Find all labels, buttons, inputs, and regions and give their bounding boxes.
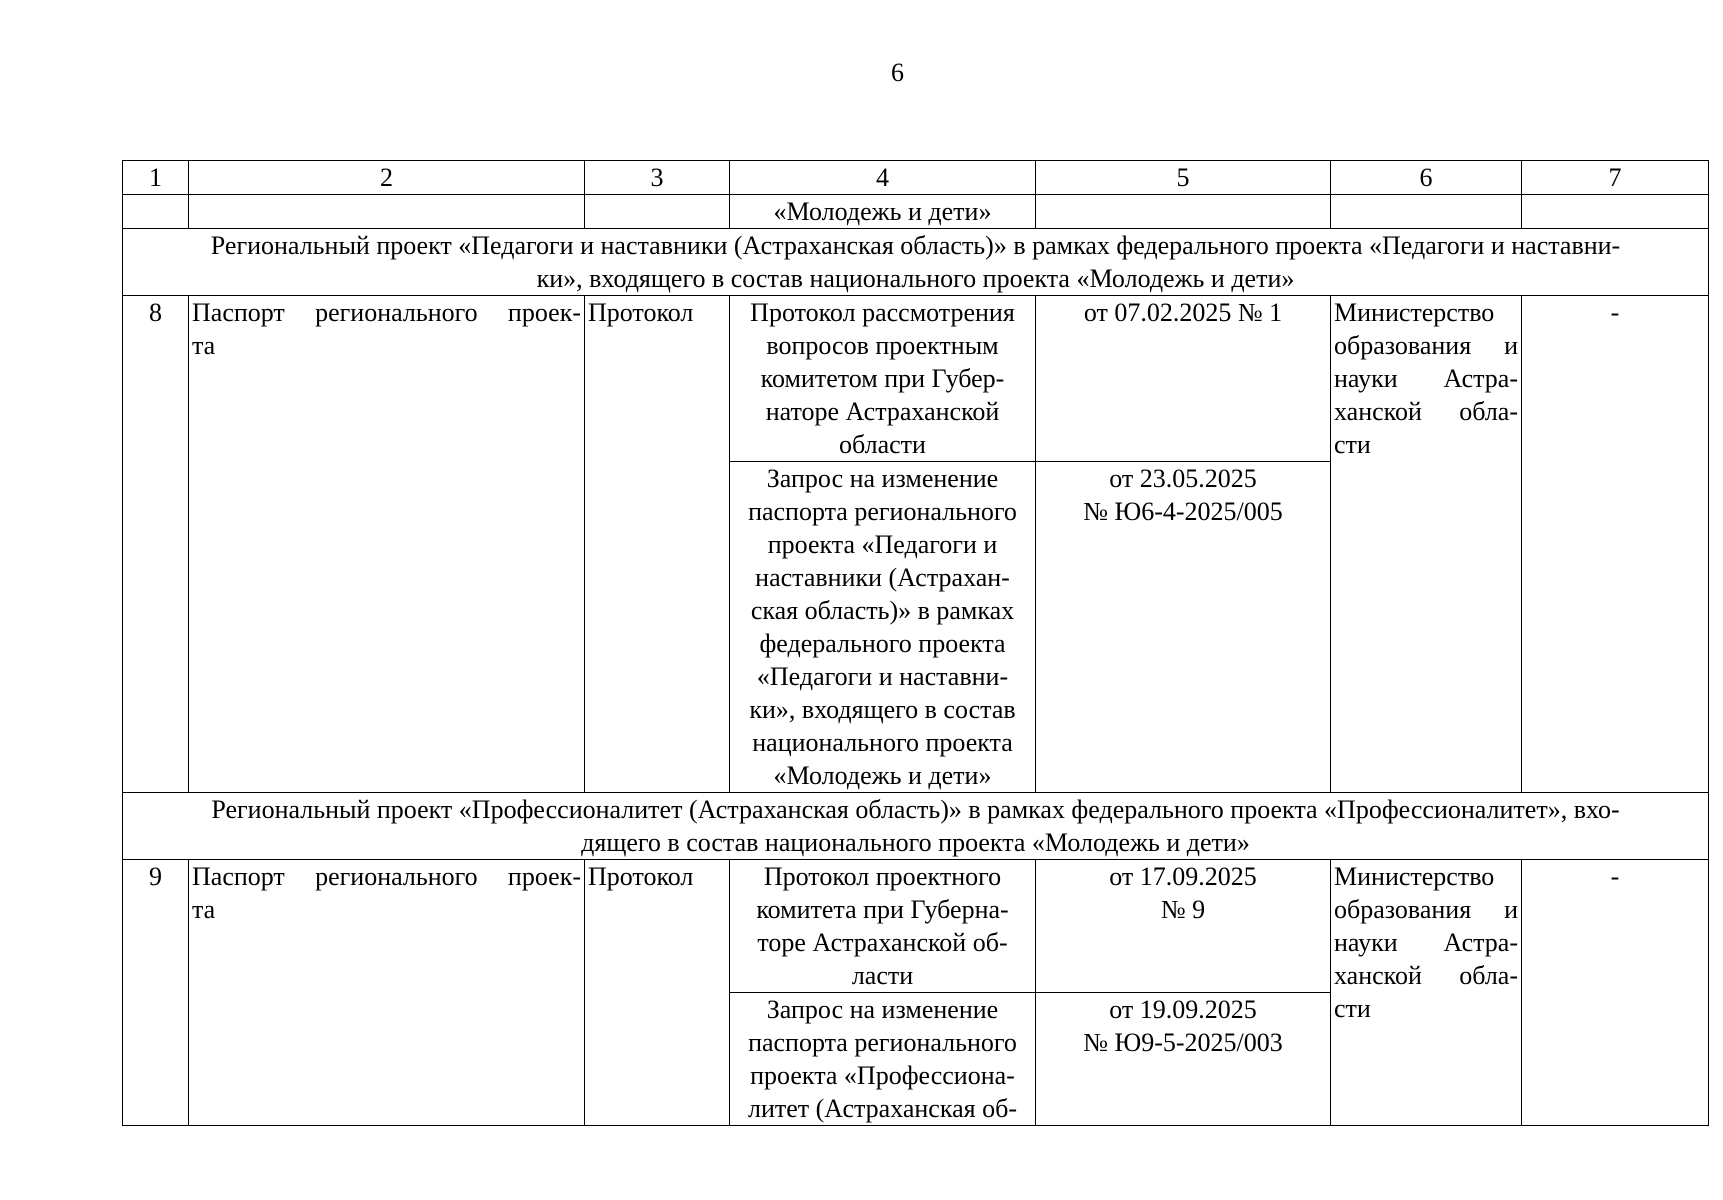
basis-line: комитетом при Губер- <box>760 364 1005 393</box>
date-line: от 23.05.2025 <box>1109 464 1257 493</box>
document-name-line: Паспорт регионального проек- <box>192 298 581 327</box>
basis-line: Запрос на изменение <box>766 464 999 493</box>
basis-document <box>730 462 1036 793</box>
basis-date <box>1036 296 1331 462</box>
org-line: сти <box>1334 994 1371 1023</box>
document-type: Протокол <box>585 860 730 1126</box>
date-line: № 9 <box>1160 895 1206 924</box>
document-name-line: та <box>192 895 216 924</box>
org-line: сти <box>1334 430 1371 459</box>
section-heading-line: Региональный проект «Педагоги и наставники (Астраханская область)» в рамках федерального проекта «Педагоги и наставни- <box>210 231 1621 260</box>
section-heading-row <box>123 229 1709 296</box>
basis-line: паспорта регионального <box>748 497 1017 526</box>
table-row <box>123 860 1709 993</box>
org-line: Министерство <box>1334 862 1495 891</box>
basis-line: национального проекта <box>752 728 1013 757</box>
column-number: 7 <box>1522 161 1709 195</box>
document-name <box>189 860 585 1126</box>
table-row <box>123 296 1709 462</box>
basis-date <box>1036 462 1331 793</box>
org-line: науки Астра- <box>1334 928 1518 957</box>
column-number: 1 <box>123 161 189 195</box>
note: - <box>1522 860 1709 1126</box>
basis-line: федерального проекта <box>759 629 1006 658</box>
basis-line: паспорта регионального <box>748 1028 1017 1057</box>
basis-line: комитета при Губерна- <box>756 895 1009 924</box>
basis-line: Протокол рассмотрения <box>750 298 1015 327</box>
document-name-line: та <box>192 331 216 360</box>
document-type: Протокол <box>585 296 730 793</box>
responsible-org <box>1331 860 1522 1126</box>
basis-line: Запрос на изменение <box>766 995 999 1024</box>
row-number: 9 <box>123 860 189 1126</box>
continuation-row <box>123 195 1709 229</box>
org-line: образования и <box>1334 895 1518 924</box>
basis-line: наставники (Астрахан- <box>755 563 1010 592</box>
column-number: 4 <box>730 161 1036 195</box>
org-line: образования и <box>1334 331 1518 360</box>
document-name-line: Паспорт регионального проек- <box>192 862 581 891</box>
column-number: 5 <box>1036 161 1331 195</box>
date-line: № Ю9-5-2025/003 <box>1083 1028 1283 1057</box>
column-number: 2 <box>189 161 585 195</box>
basis-document <box>730 993 1036 1126</box>
section-heading-line: Региональный проект «Профессионалитет (Астраханская область)» в рамках федерального проекта «Профессионалитет», вхо- <box>211 795 1620 824</box>
basis-line: ласти <box>851 961 914 990</box>
basis-line: ки», входящего в состав <box>749 695 1016 724</box>
org-line: Министерство <box>1334 298 1495 327</box>
basis-line: вопросов проектным <box>766 331 999 360</box>
page-number: 6 <box>891 58 904 87</box>
org-line: ханской обла- <box>1334 397 1518 426</box>
document-table <box>122 160 1709 1126</box>
basis-line: области <box>839 430 926 459</box>
responsible-org <box>1331 296 1522 793</box>
basis-line: торе Астраханской об- <box>757 928 1008 957</box>
date-line: от 07.02.2025 № 1 <box>1083 298 1283 327</box>
basis-line: проекта «Педагоги и <box>767 530 998 559</box>
basis-line: проекта «Профессиона- <box>750 1061 1015 1090</box>
date-line: № Ю6-4-2025/005 <box>1083 497 1283 526</box>
basis-date <box>1036 860 1331 993</box>
section-heading-line: ки», входящего в состав национального проекта «Молодежь и дети» <box>536 264 1295 293</box>
basis-line: Протокол проектного <box>763 862 1002 891</box>
org-line: ханской обла- <box>1334 961 1518 990</box>
section-heading-row <box>123 793 1709 860</box>
date-line: от 19.09.2025 <box>1109 995 1257 1024</box>
section-heading-line: дящего в состав национального проекта «Молодежь и дети» <box>581 828 1250 857</box>
document-name <box>189 296 585 793</box>
column-number-row <box>123 161 1709 195</box>
basis-document <box>730 296 1036 462</box>
continuation-text: «Молодежь и дети» <box>730 195 1036 229</box>
column-number: 3 <box>585 161 730 195</box>
basis-line: «Педагоги и наставни- <box>756 662 1009 691</box>
basis-date <box>1036 993 1331 1126</box>
basis-line: литет (Астраханская об- <box>748 1094 1017 1123</box>
date-line: от 17.09.2025 <box>1109 862 1257 891</box>
note: - <box>1522 296 1709 793</box>
basis-line: наторе Астраханской <box>765 397 1000 426</box>
basis-line: ская область)» в рамках <box>750 596 1015 625</box>
section-heading <box>123 793 1709 860</box>
row-number: 8 <box>123 296 189 793</box>
section-heading <box>123 229 1709 296</box>
basis-document <box>730 860 1036 993</box>
column-number: 6 <box>1331 161 1522 195</box>
basis-line: «Молодежь и дети» <box>773 761 992 790</box>
org-line: науки Астра- <box>1334 364 1518 393</box>
